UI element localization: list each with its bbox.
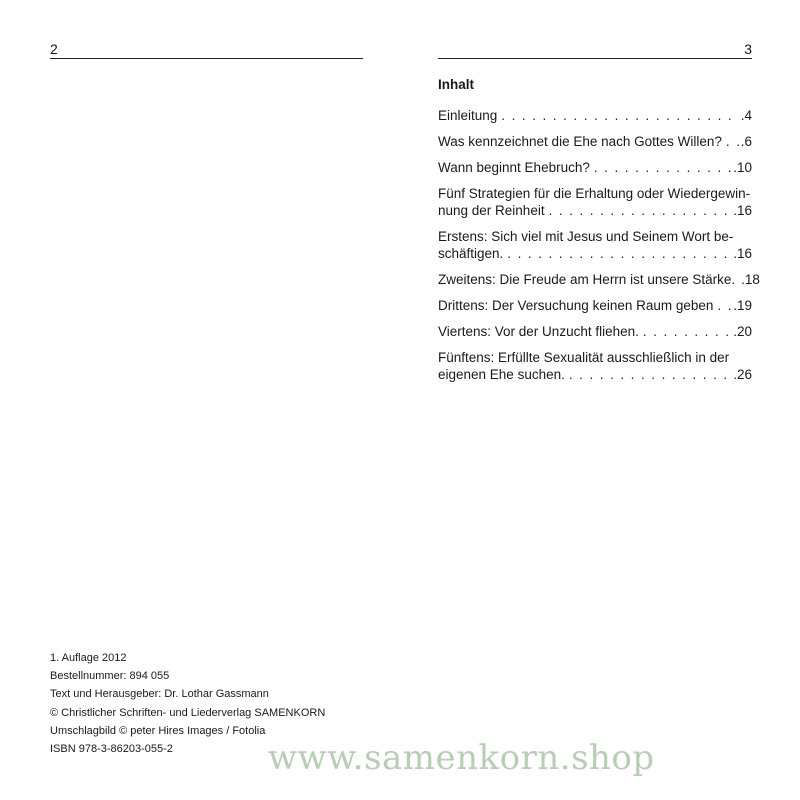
toc-list xyxy=(438,107,760,383)
toc-entry-page: .18 xyxy=(741,272,760,287)
toc-entry-line xyxy=(438,202,752,219)
toc-entry-line xyxy=(438,323,752,340)
toc-entry-line xyxy=(438,366,752,383)
imprint-line: © Christlicher Schriften- und Liederverlag SAMENKORN xyxy=(50,706,326,719)
toc-entry xyxy=(438,271,760,288)
toc-entry-title: nung der Reinheit xyxy=(438,203,545,218)
toc-dot-leader xyxy=(726,133,739,150)
toc-entry-page: .16 xyxy=(733,246,752,261)
toc-heading: Inhalt xyxy=(438,77,474,92)
toc-dot-leader xyxy=(643,323,731,340)
toc-dot-leader xyxy=(569,366,731,383)
toc-entry-line xyxy=(438,159,752,176)
toc-entry xyxy=(438,349,752,383)
toc-entry xyxy=(438,107,752,124)
toc-dot-leader xyxy=(549,202,732,219)
toc-entry-title-line: Fünf Strategien für die Erhaltung oder Wiedergewin- xyxy=(438,186,751,201)
toc-entry xyxy=(438,185,752,219)
toc-entry-page: .16 xyxy=(733,203,752,218)
toc-entry-title: Zweitens: Die Freude am Herrn ist unsere Stärke. xyxy=(438,272,736,287)
toc-entry xyxy=(438,297,752,314)
toc-entry-title: Was kennzeichnet die Ehe nach Gottes Willen? xyxy=(438,134,722,149)
toc-entry-line xyxy=(438,271,760,288)
toc-entry-page: .4 xyxy=(740,108,752,123)
right-header-rule xyxy=(438,58,752,59)
toc-entry-title: Viertens: Vor der Unzucht fliehen. xyxy=(438,324,639,339)
toc-entry xyxy=(438,323,752,340)
toc-dot-leader xyxy=(594,159,731,176)
toc-entry-line xyxy=(438,107,752,124)
toc-entry xyxy=(438,159,752,176)
toc-entry-line xyxy=(438,297,752,314)
toc-entry-title: eigenen Ehe suchen. xyxy=(438,367,565,382)
toc-entry xyxy=(438,228,752,262)
toc-entry-line xyxy=(438,245,752,262)
imprint-line: Bestellnummer: 894 055 xyxy=(50,670,170,683)
toc-entry-page: .20 xyxy=(733,324,752,339)
watermark: www.samenkorn.shop xyxy=(268,738,655,778)
toc-entry-title-line: Erstens: Sich viel mit Jesus und Seinem Wort be- xyxy=(438,229,734,244)
toc-entry-title-line: Fünftens: Erfüllte Sexualität ausschließlich in der xyxy=(438,350,730,365)
toc-entry-line xyxy=(438,133,752,150)
toc-entry xyxy=(438,133,752,150)
toc-entry-title: Wann beginnt Ehebruch? xyxy=(438,160,590,175)
table-of-contents xyxy=(438,76,760,392)
toc-entry-title: schäftigen. xyxy=(438,246,504,261)
toc-entry-page: .6 xyxy=(740,134,752,149)
toc-entry-title: Einleitung xyxy=(438,108,498,123)
toc-dot-leader xyxy=(501,107,738,124)
imprint-line: Umschlagbild © peter Hires Images / Fotolia xyxy=(50,724,266,737)
toc-entry-page: .19 xyxy=(733,298,752,313)
toc-entry-page: .10 xyxy=(733,160,752,175)
left-page-number: 2 xyxy=(50,41,58,57)
toc-dot-leader xyxy=(717,297,731,314)
toc-entry-page: .26 xyxy=(733,367,752,382)
toc-dot-leader xyxy=(507,245,731,262)
imprint-line: ISBN 978-3-86203-055-2 xyxy=(50,743,173,756)
imprint-line: Text und Herausgeber: Dr. Lothar Gassmann xyxy=(50,688,269,701)
left-header-rule xyxy=(50,58,363,59)
imprint-line: 1. Auflage 2012 xyxy=(50,652,127,664)
right-page-number: 3 xyxy=(744,41,752,57)
toc-entry-title: Drittens: Der Versuchung keinen Raum geben xyxy=(438,298,714,313)
